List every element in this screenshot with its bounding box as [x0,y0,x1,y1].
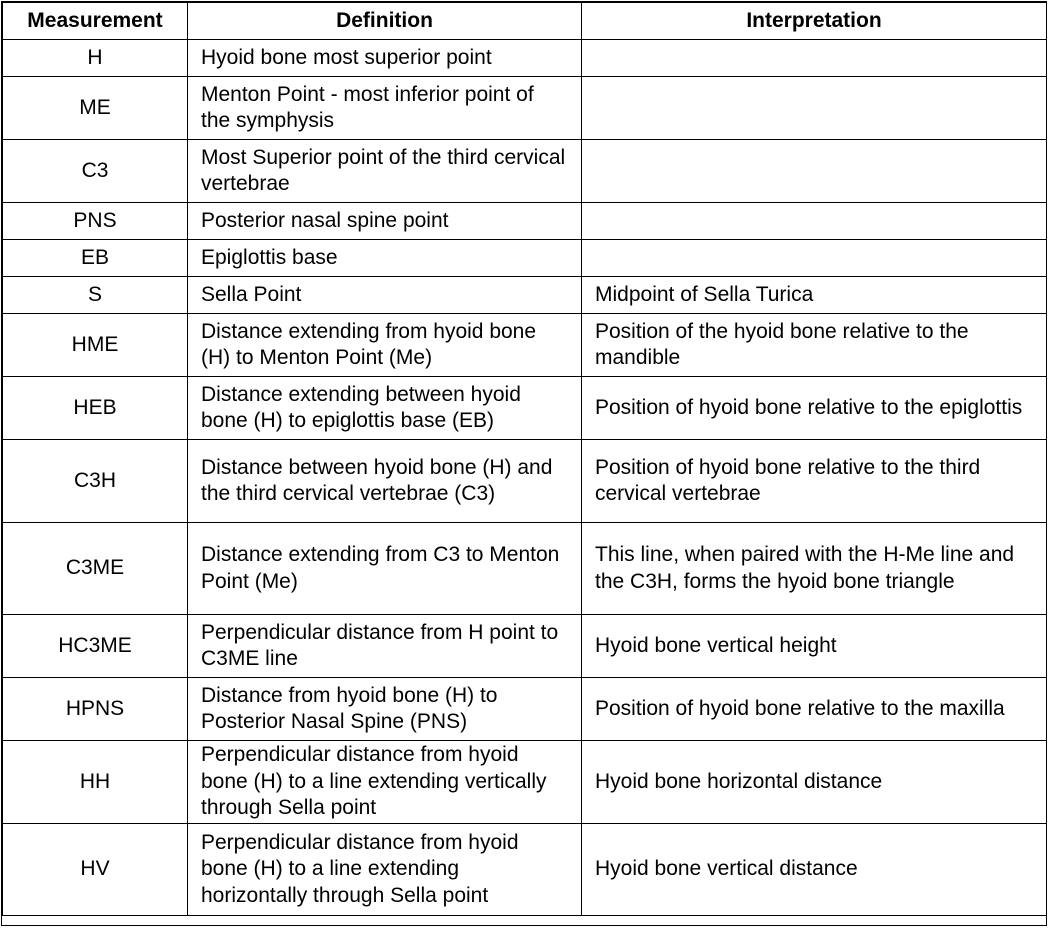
measurement-cell: C3H [3,440,188,523]
table-row [3,678,1047,741]
measurement-cell: EB [3,240,188,277]
definition-cell: Posterior nasal spine point [188,203,582,240]
measurement-cell: HH [3,741,188,824]
definition-cell: Distance from hyoid bone (H) to Posterior Nasal Spine (PNS) [188,678,582,741]
definition-cell: Hyoid bone most superior point [188,40,582,77]
interpretation-cell: Position of hyoid bone relative to the third cervical vertebrae [582,440,1047,523]
interpretation-cell: Hyoid bone vertical height [582,615,1047,678]
header-definition: Definition [188,3,582,40]
definition-cell: Menton Point - most inferior point of the symphysis [188,77,582,140]
definition-cell: Distance extending between hyoid bone (H) to epiglottis base (EB) [188,377,582,440]
interpretation-cell: Position of hyoid bone relative to the epiglottis [582,377,1047,440]
measurement-cell: C3 [3,140,188,203]
table-row [3,741,1047,824]
definition-cell: Most Superior point of the third cervical vertebrae [188,140,582,203]
measurement-cell: HME [3,314,188,377]
measurement-cell: ME [3,77,188,140]
measurement-cell: HPNS [3,678,188,741]
definition-cell: Sella Point [188,277,582,314]
header-interpretation: Interpretation [582,3,1047,40]
definition-cell: Perpendicular distance from hyoid bone (H) to a line extending vertically through Sella point [188,741,582,824]
definition-cell: Distance extending from hyoid bone (H) to Menton Point (Me) [188,314,582,377]
measurement-table [2,2,1047,916]
table-row [3,40,1047,77]
interpretation-cell: Hyoid bone horizontal distance [582,741,1047,824]
interpretation-cell [582,203,1047,240]
interpretation-cell: This line, when paired with the H-Me line and the C3H, forms the hyoid bone triangle [582,523,1047,615]
table-row [3,615,1047,678]
table-row [3,440,1047,523]
measurement-cell: H [3,40,188,77]
interpretation-cell: Hyoid bone vertical distance [582,824,1047,916]
table-row [3,140,1047,203]
definition-cell: Distance extending from C3 to Menton Point (Me) [188,523,582,615]
table-row [3,824,1047,916]
interpretation-cell: Position of the hyoid bone relative to the mandible [582,314,1047,377]
table-row [3,523,1047,615]
measurement-cell: HV [3,824,188,916]
interpretation-cell [582,77,1047,140]
interpretation-cell: Position of hyoid bone relative to the maxilla [582,678,1047,741]
measurement-cell: S [3,277,188,314]
table-row [3,77,1047,140]
table-row [3,203,1047,240]
header-measurement: Measurement [3,3,188,40]
interpretation-cell [582,240,1047,277]
header-row [3,3,1047,40]
definition-cell: Perpendicular distance from H point to C3ME line [188,615,582,678]
measurement-cell: HEB [3,377,188,440]
measurement-cell: PNS [3,203,188,240]
measurement-cell: C3ME [3,523,188,615]
definition-cell: Epiglottis base [188,240,582,277]
table-row [3,277,1047,314]
definition-cell: Distance between hyoid bone (H) and the third cervical vertebrae (C3) [188,440,582,523]
definition-cell: Perpendicular distance from hyoid bone (H) to a line extending horizontally through Sella point [188,824,582,916]
table-row [3,240,1047,277]
interpretation-cell: Midpoint of Sella Turica [582,277,1047,314]
interpretation-cell [582,40,1047,77]
table-row [3,314,1047,377]
interpretation-cell [582,140,1047,203]
measurement-cell: HC3ME [3,615,188,678]
table-row [3,377,1047,440]
